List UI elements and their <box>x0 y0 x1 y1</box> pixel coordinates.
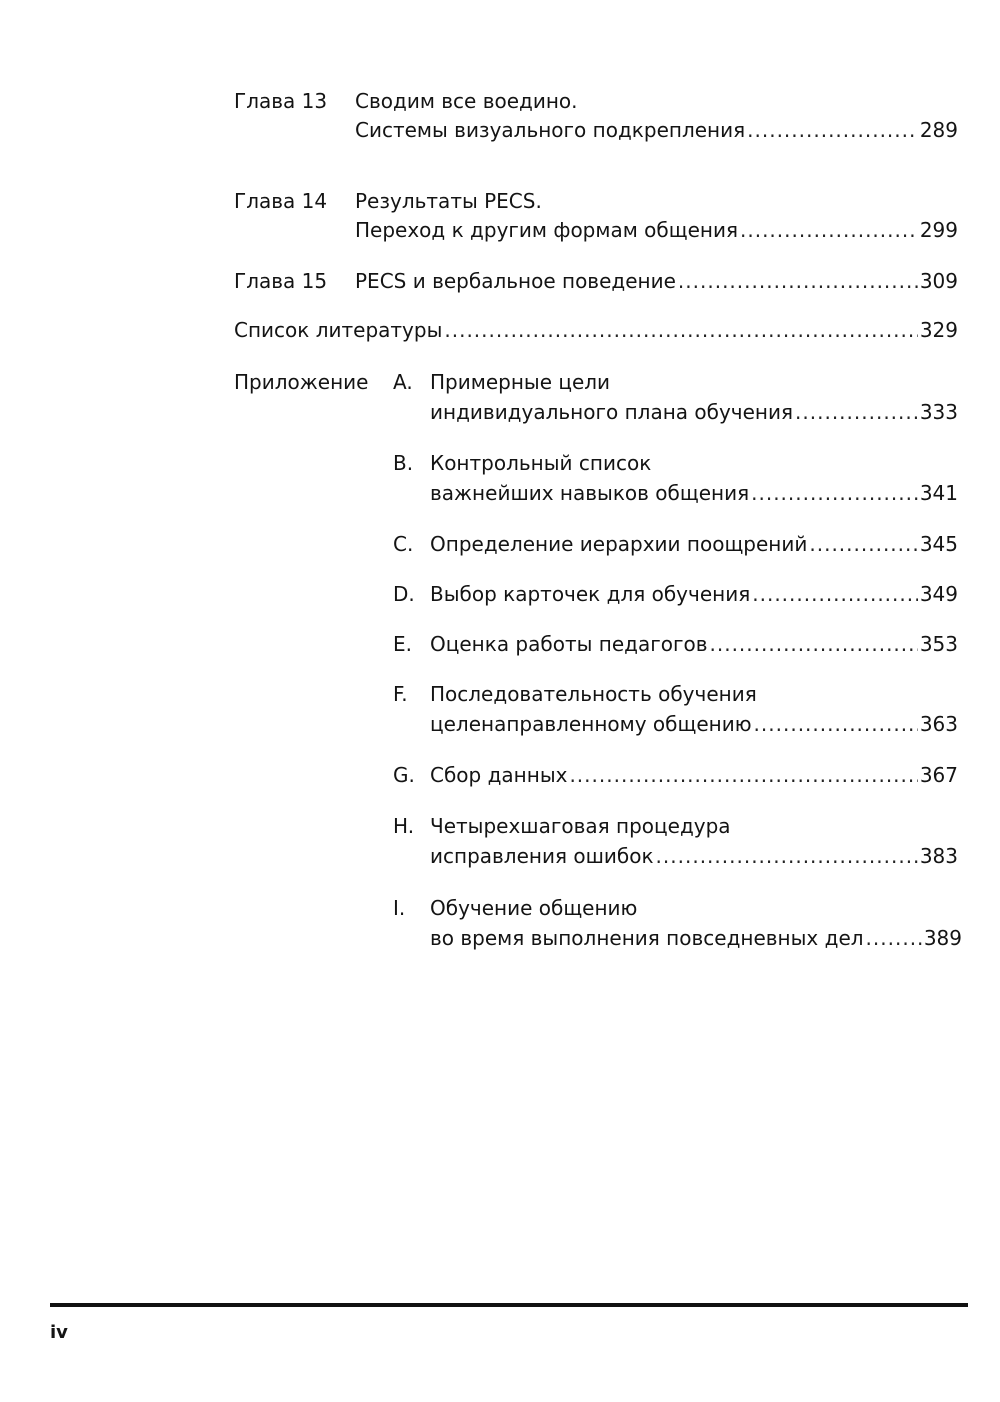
appendix-e-title: Оценка работы педагогов <box>430 632 708 656</box>
appendix-b-entry[interactable] <box>430 478 958 508</box>
appendix-f-entry[interactable] <box>430 709 958 739</box>
appendix-g-page: 367 <box>919 763 958 787</box>
dot-leader <box>809 529 917 559</box>
chapter-14-entry[interactable] <box>355 215 958 245</box>
dot-leader <box>444 315 917 345</box>
chapter-15-page: 309 <box>919 269 958 293</box>
dot-leader <box>678 266 918 296</box>
appendix-h-title-line1: Четырехшаговая процедура <box>430 814 731 838</box>
appendix-c-title: Определение иерархии поощрений <box>430 532 808 556</box>
appendix-c-letter: C. <box>393 532 414 556</box>
appendix-h-page: 383 <box>919 844 958 868</box>
appendix-f-page: 363 <box>919 712 958 736</box>
appendix-i-page: 389 <box>923 926 962 950</box>
dot-leader <box>752 579 918 609</box>
appendix-b-title-line1: Контрольный список <box>430 451 652 475</box>
references-page: 329 <box>919 318 958 342</box>
appendix-label: Приложение <box>234 370 369 394</box>
chapter-13-title-line1: Сводим все воедино. <box>355 89 578 113</box>
chapter-15-title: PECS и вербальное поведение <box>355 269 676 293</box>
appendix-g-entry[interactable] <box>430 760 958 790</box>
appendix-g-letter: G. <box>393 763 415 787</box>
appendix-i-entry[interactable] <box>430 923 962 953</box>
chapter-14-label: Глава 14 <box>234 189 328 213</box>
appendix-a-title-line2: индивидуального плана обучения <box>430 400 794 424</box>
page-number: iv <box>50 1322 68 1343</box>
chapter-13-entry[interactable] <box>355 115 958 145</box>
chapter-14-page: 299 <box>919 218 958 242</box>
dot-leader <box>751 478 918 508</box>
appendix-e-entry[interactable] <box>430 629 958 659</box>
appendix-g-title: Сбор данных <box>430 763 568 787</box>
appendix-c-entry[interactable] <box>430 529 958 559</box>
appendix-b-title-line2: важнейших навыков общения <box>430 481 750 505</box>
appendix-d-page: 349 <box>919 582 958 606</box>
appendix-d-entry[interactable] <box>430 579 958 609</box>
dot-leader <box>795 397 918 427</box>
chapter-14-title-line1: Результаты PECS. <box>355 189 542 213</box>
footer-rule <box>50 1303 968 1307</box>
appendix-d-letter: D. <box>393 582 415 606</box>
appendix-h-entry[interactable] <box>430 841 958 871</box>
appendix-h-letter: H. <box>393 814 415 838</box>
dot-leader <box>740 215 918 245</box>
appendix-f-title-line2: целенаправленному общению <box>430 712 752 736</box>
dot-leader <box>569 760 917 790</box>
chapter-15-entry[interactable] <box>355 266 958 296</box>
appendix-d-title: Выбор карточек для обучения <box>430 582 751 606</box>
chapter-13-title-line2: Системы визуального подкрепления <box>355 118 746 142</box>
appendix-e-page: 353 <box>919 632 958 656</box>
appendix-b-page: 341 <box>919 481 958 505</box>
references-title: Список литературы <box>234 318 443 342</box>
references-entry[interactable] <box>234 315 958 345</box>
appendix-b-letter: B. <box>393 451 414 475</box>
appendix-c-page: 345 <box>919 532 958 556</box>
chapter-14-title-line2: Переход к другим формам общения <box>355 218 738 242</box>
dot-leader <box>656 841 918 871</box>
appendix-f-title-line1: Последовательность обучения <box>430 682 757 706</box>
appendix-a-page: 333 <box>919 400 958 424</box>
dot-leader <box>710 629 918 659</box>
dot-leader <box>866 923 922 953</box>
appendix-f-letter: F. <box>393 682 408 706</box>
chapter-13-label: Глава 13 <box>234 89 328 113</box>
chapter-13-page: 289 <box>919 118 958 142</box>
appendix-a-letter: A. <box>393 370 413 394</box>
appendix-e-letter: E. <box>393 632 412 656</box>
chapter-15-label: Глава 15 <box>234 269 328 293</box>
appendix-h-title-line2: исправления ошибок <box>430 844 654 868</box>
dot-leader <box>754 709 918 739</box>
appendix-i-title-line2: во время выполнения повседневных дел <box>430 926 864 950</box>
appendix-a-title-line1: Примерные цели <box>430 370 611 394</box>
appendix-i-letter: I. <box>393 896 406 920</box>
dot-leader <box>747 115 918 145</box>
appendix-a-entry[interactable] <box>430 397 958 427</box>
appendix-i-title-line1: Обучение общению <box>430 896 638 920</box>
